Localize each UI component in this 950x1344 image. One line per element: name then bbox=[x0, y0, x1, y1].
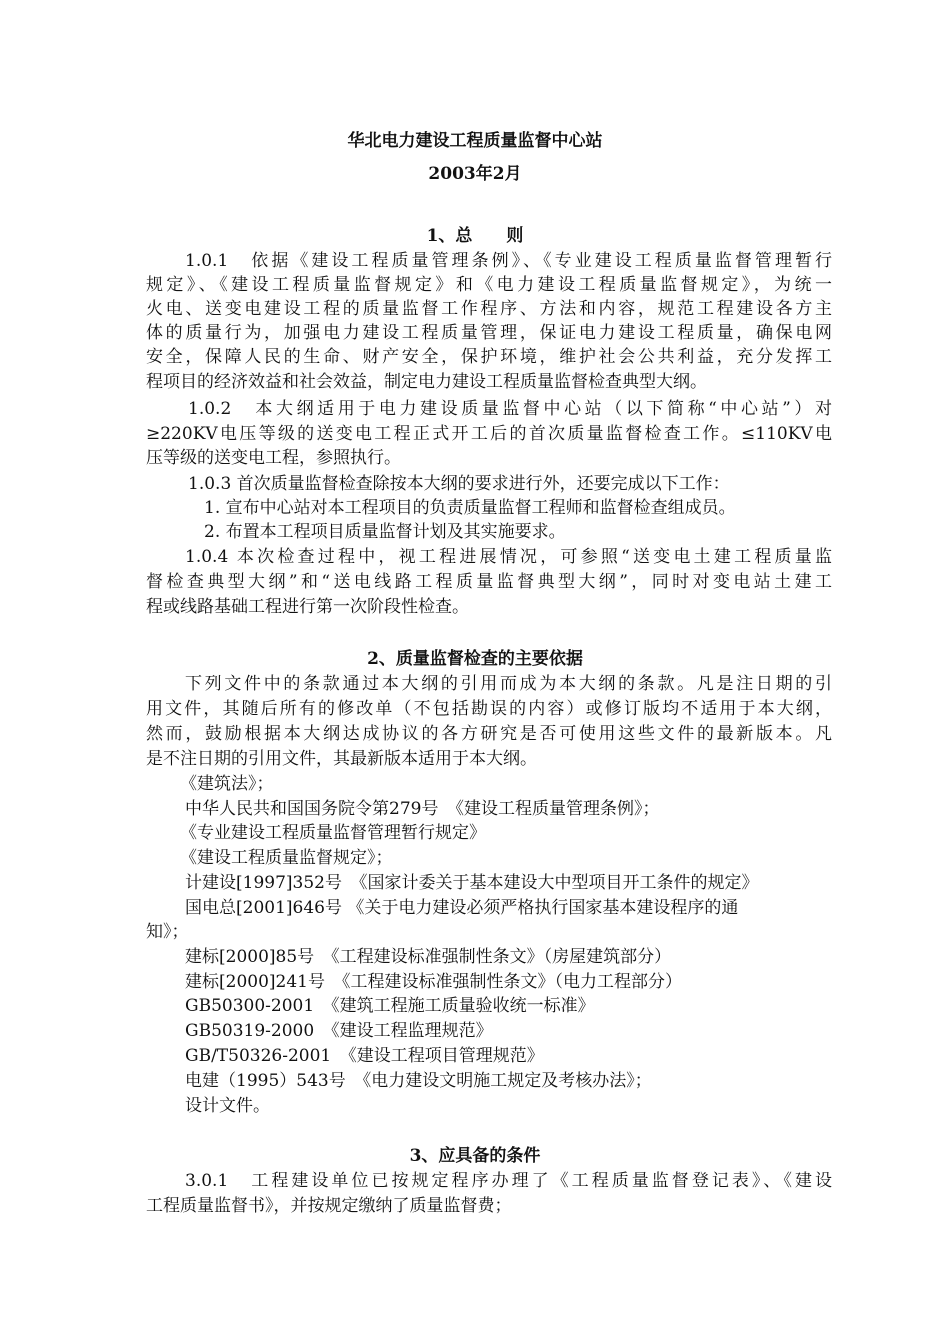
reference-item: 知》； bbox=[146, 922, 189, 942]
section-title-conditions: 3、应具备的条件 bbox=[409, 1146, 541, 1166]
reference-item: 计建设[1997]352号 《国家计委关于基本建设大中型项目开工条件的规定》 bbox=[185, 873, 759, 893]
reference-item: 设计文件。 bbox=[185, 1096, 270, 1116]
paragraph-line: 规定》、《建设工程质量监督规定》和《电力建设工程质量监督规定》，为统一 bbox=[146, 275, 832, 295]
paragraph-line: 1.0.1 依据《建设工程质量管理条例》、《专业建设工程质量监督管理暂行 bbox=[185, 251, 832, 271]
paragraph-line: 程或线路基础工程进行第一次阶段性检查。 bbox=[146, 597, 469, 617]
reference-item: 国电总[2001]646号 《关于电力建设必须严格执行国家基本建设程序的通 bbox=[185, 898, 739, 918]
reference-item: 电建（1995）543号 《电力建设文明施工规定及考核办法》； bbox=[185, 1071, 652, 1091]
paragraph-line: 下列文件中的条款通过本大纲的引用而成为本大纲的条款。凡是注日期的引 bbox=[185, 674, 832, 694]
doc-date: 2003年2月 bbox=[428, 164, 522, 184]
list-item: 2. 布置本工程项目质量监督计划及其实施要求。 bbox=[204, 522, 566, 542]
reference-item: 建标[2000]241号 《工程建设标准强制性条文》（电力工程部分） bbox=[185, 972, 682, 992]
reference-item: 《建筑法》； bbox=[180, 774, 274, 794]
paragraph-line: 工程质量监督书》，并按规定缴纳了质量监督费； bbox=[146, 1196, 512, 1216]
reference-item: 建标[2000]85号 《工程建设标准强制性条文》（房屋建筑部分） bbox=[185, 947, 672, 967]
paragraph-line: 压等级的送变电工程，参照执行。 bbox=[146, 448, 401, 468]
reference-item: GB50319-2000 《建设工程监理规范》 bbox=[185, 1021, 493, 1041]
paragraph-line: 3.0.1 工程建设单位已按规定程序办理了《工程质量监督登记表》、《建设 bbox=[185, 1171, 832, 1191]
paragraph-line: 是不注日期的引用文件，其最新版本适用于本大纲。 bbox=[146, 749, 537, 769]
paragraph-line: 安全，保障人民的生命、财产安全，保护环境，维护社会公共利益，充分发挥工 bbox=[146, 347, 832, 367]
paragraph-line: 1.0.4 本次检查过程中，视工程进展情况，可参照“送变电土建工程质量监 bbox=[185, 547, 832, 567]
list-item: 1. 宣布中心站对本工程项目的负责质量监督工程师和监督检查组成员。 bbox=[204, 498, 736, 518]
paragraph-line: 1.0.3 首次质量监督检查除按本大纲的要求进行外，还要完成以下工作： bbox=[188, 474, 730, 494]
reference-item: 《建设工程质量监督规定》； bbox=[180, 848, 393, 868]
paragraph-line: 然而，鼓励根据本大纲达成协议的各方研究是否可使用这些文件的最新版本。凡 bbox=[146, 724, 832, 744]
paragraph-line: 体的质量行为，加强电力建设工程质量管理，保证电力建设工程质量，确保电网 bbox=[146, 323, 832, 343]
paragraph-line: 督检查典型大纲”和“送电线路工程质量监督典型大纲”，同时对变电站土建工 bbox=[146, 572, 832, 592]
reference-item: GB/T50326-2001 《建设工程项目管理规范》 bbox=[185, 1046, 544, 1066]
paragraph-line: ≥220KV电压等级的送变电工程正式开工后的首次质量监督检查工作。≤110KV电 bbox=[146, 424, 832, 444]
reference-item: 《专业建设工程质量监督管理暂行规定》 bbox=[180, 823, 486, 843]
section-title-basis: 2、质量监督检查的主要依据 bbox=[367, 649, 583, 669]
org-title: 华北电力建设工程质量监督中心站 bbox=[347, 131, 603, 151]
reference-item: 中华人民共和国国务院令第279号 《建设工程质量管理条例》； bbox=[185, 799, 660, 819]
reference-item: GB50300-2001 《建筑工程施工质量验收统一标准》 bbox=[185, 996, 595, 1016]
paragraph-line: 火电、送变电建设工程的质量监督工作程序、方法和内容，规范工程建设各方主 bbox=[146, 299, 832, 319]
section-title-general: 1、总 则 bbox=[426, 226, 524, 246]
paragraph-line: 程项目的经济效益和社会效益，制定电力建设工程质量监督检查典型大纲。 bbox=[146, 372, 707, 392]
paragraph-line: 用文件，其随后所有的修改单（不包括勘误的内容）或修订版均不适用于本大纲， bbox=[146, 699, 832, 719]
paragraph-line: 1.0.2 本大纲适用于电力建设质量监督中心站（以下简称“中心站”）对 bbox=[188, 399, 832, 419]
